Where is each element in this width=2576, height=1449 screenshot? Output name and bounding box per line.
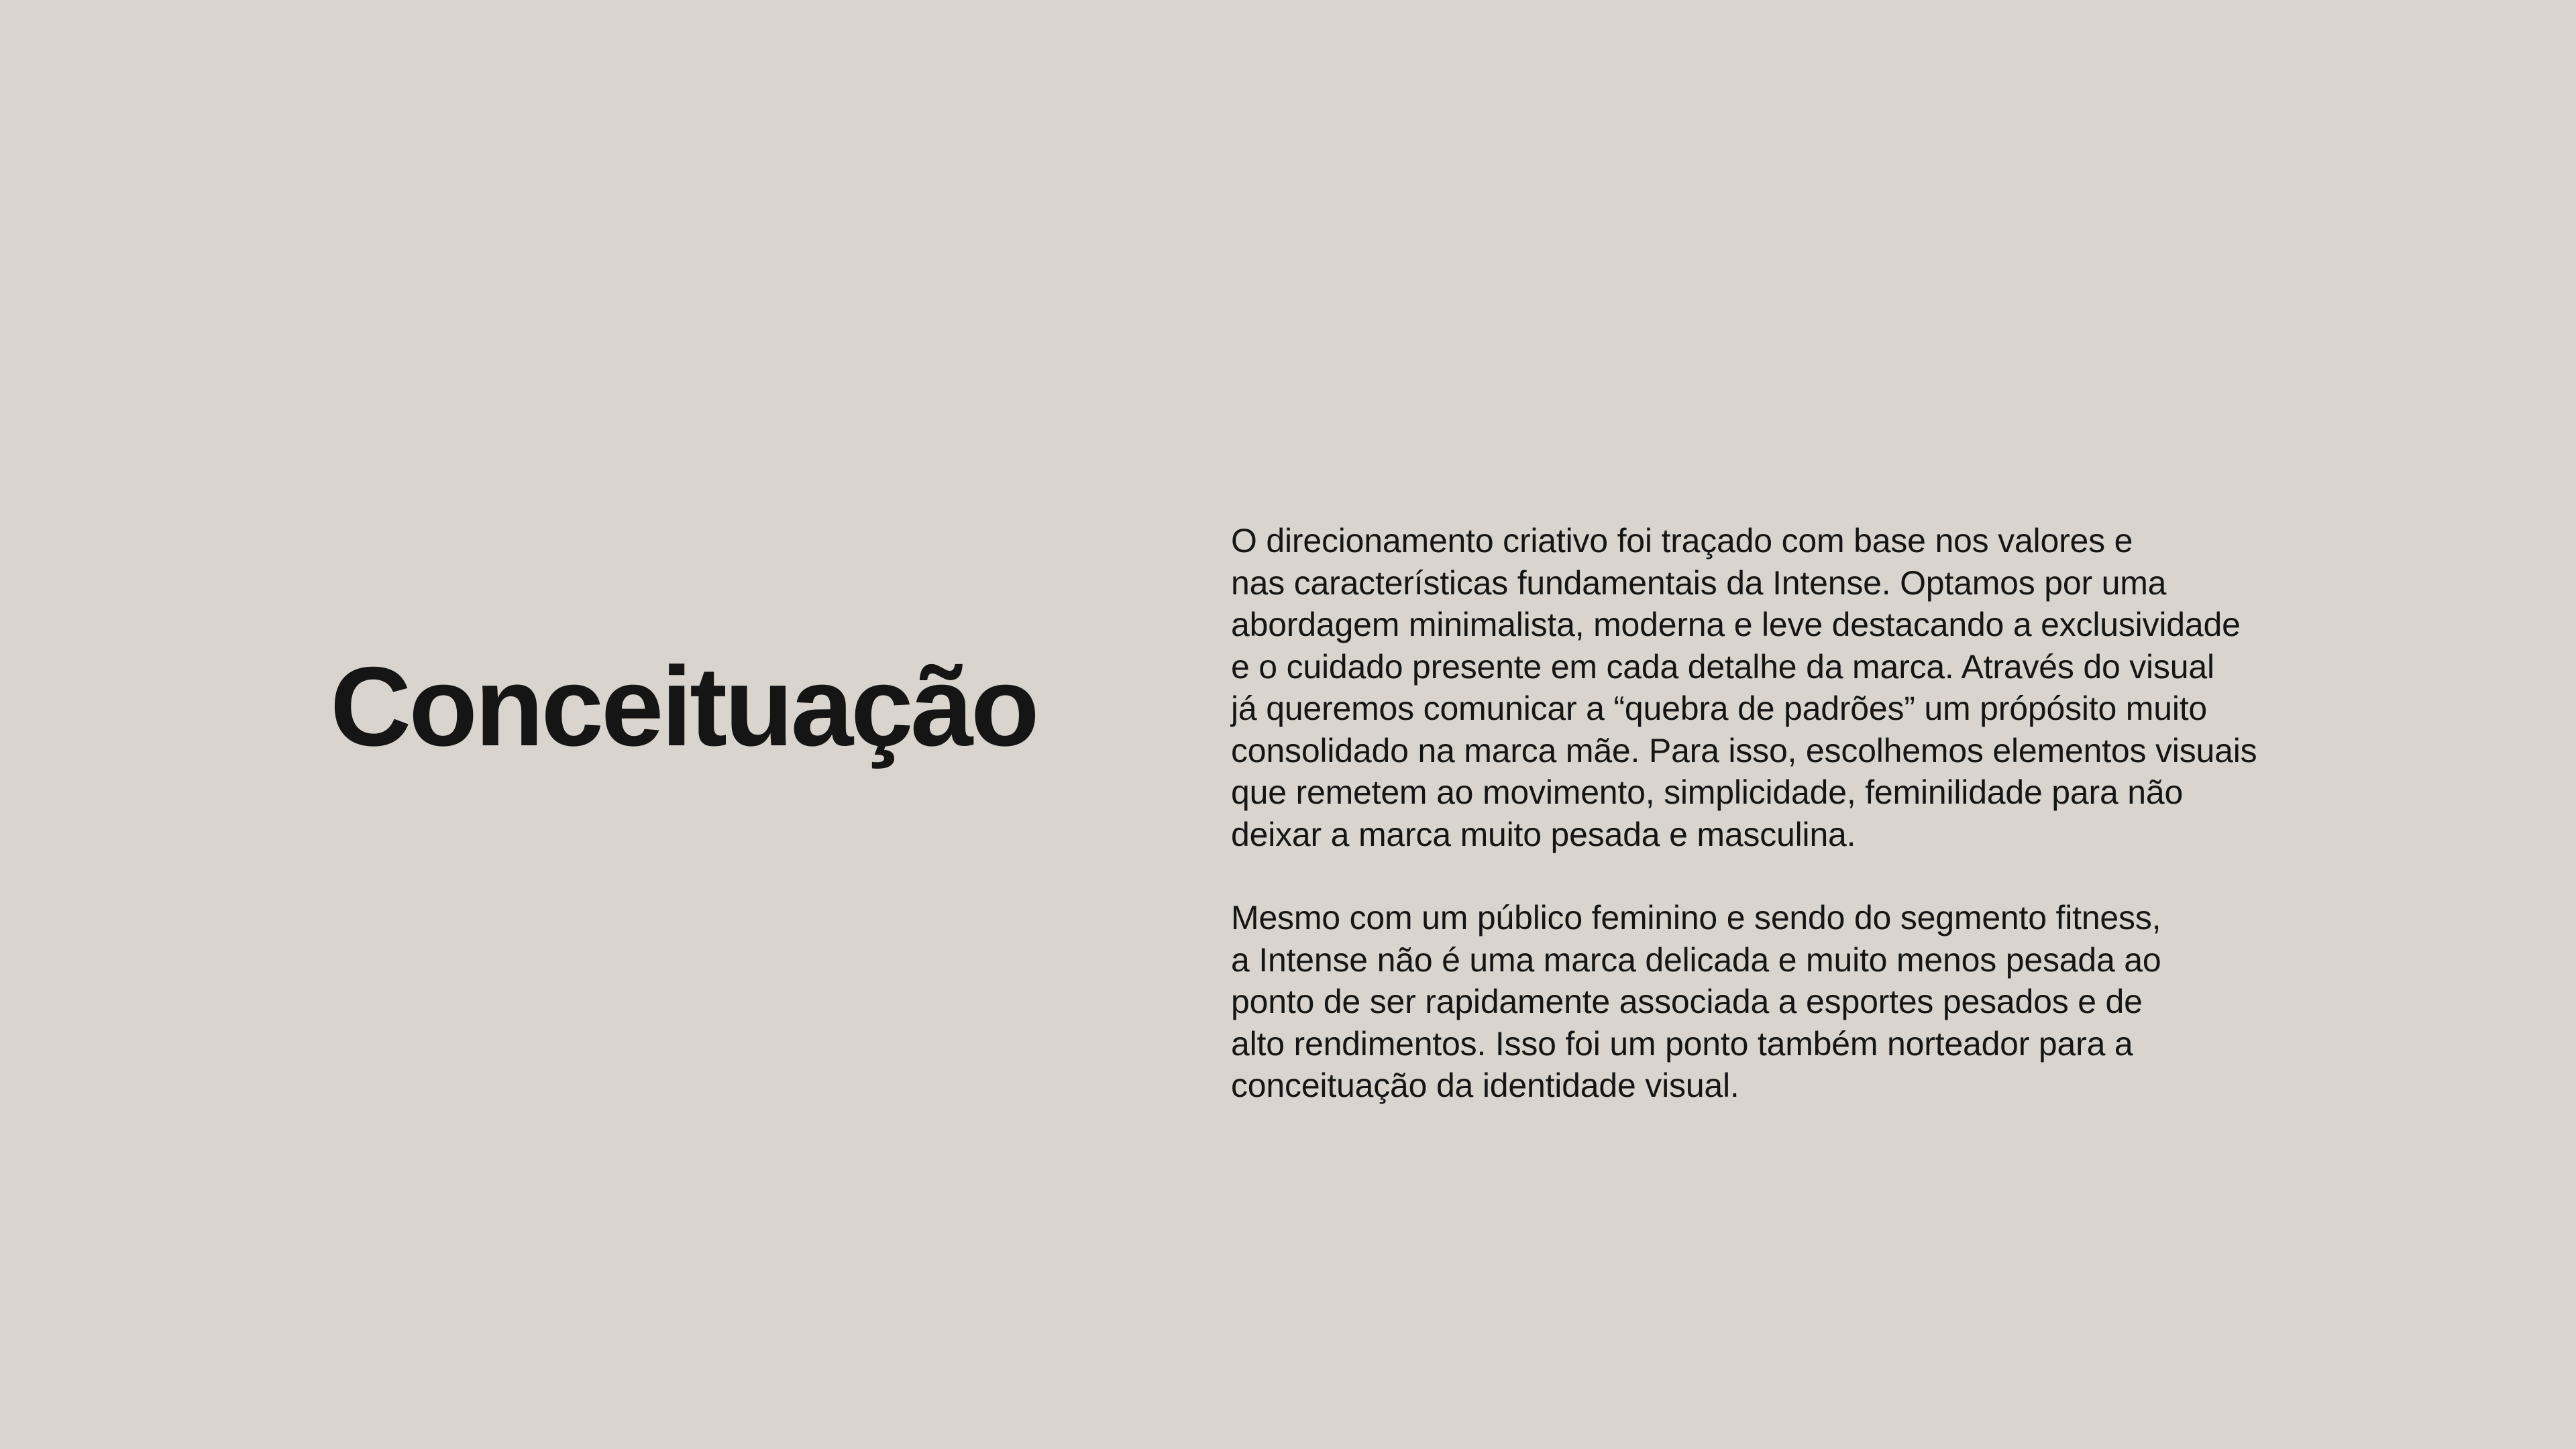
paragraph-line: deixar a marca muito pesada e masculina. xyxy=(1231,815,1856,853)
paragraph-line: e o cuidado presente em cada detalhe da marca. Através do visual xyxy=(1231,647,2214,686)
paragraph-2 xyxy=(1231,897,2338,1107)
paragraph-line: ponto de ser rapidamente associada a esportes pesados e de xyxy=(1231,983,2143,1020)
slide-title: Conceituação xyxy=(330,643,1037,769)
paragraph-line: Mesmo com um público feminino e sendo do segmento fitness, xyxy=(1231,899,2161,936)
paragraph-1 xyxy=(1231,520,2338,855)
paragraph-line: nas características fundamentais da Intense. Optamos por uma xyxy=(1231,564,2167,602)
paragraph-line: já queremos comunicar a “quebra de padrões” um própósito muito xyxy=(1231,690,2208,727)
paragraph-line: conceituação da identidade visual. xyxy=(1231,1067,1739,1104)
paragraph-line: consolidado na marca mãe. Para isso, escolhemos elementos visuais xyxy=(1231,731,2257,769)
paragraph-line: abordagem minimalista, moderna e leve destacando a exclusividade xyxy=(1231,606,2241,643)
body-text xyxy=(1231,520,2338,1107)
paragraph-line: O direcionamento criativo foi traçado com base nos valores e xyxy=(1231,522,2133,559)
paragraph-line: que remetem ao movimento, simplicidade, feminilidade para não xyxy=(1231,773,2184,811)
paragraph-line: alto rendimentos. Isso foi um ponto também norteador para a xyxy=(1231,1024,2133,1063)
paragraph-line: a Intense não é uma marca delicada e muito menos pesada ao xyxy=(1231,941,2161,979)
